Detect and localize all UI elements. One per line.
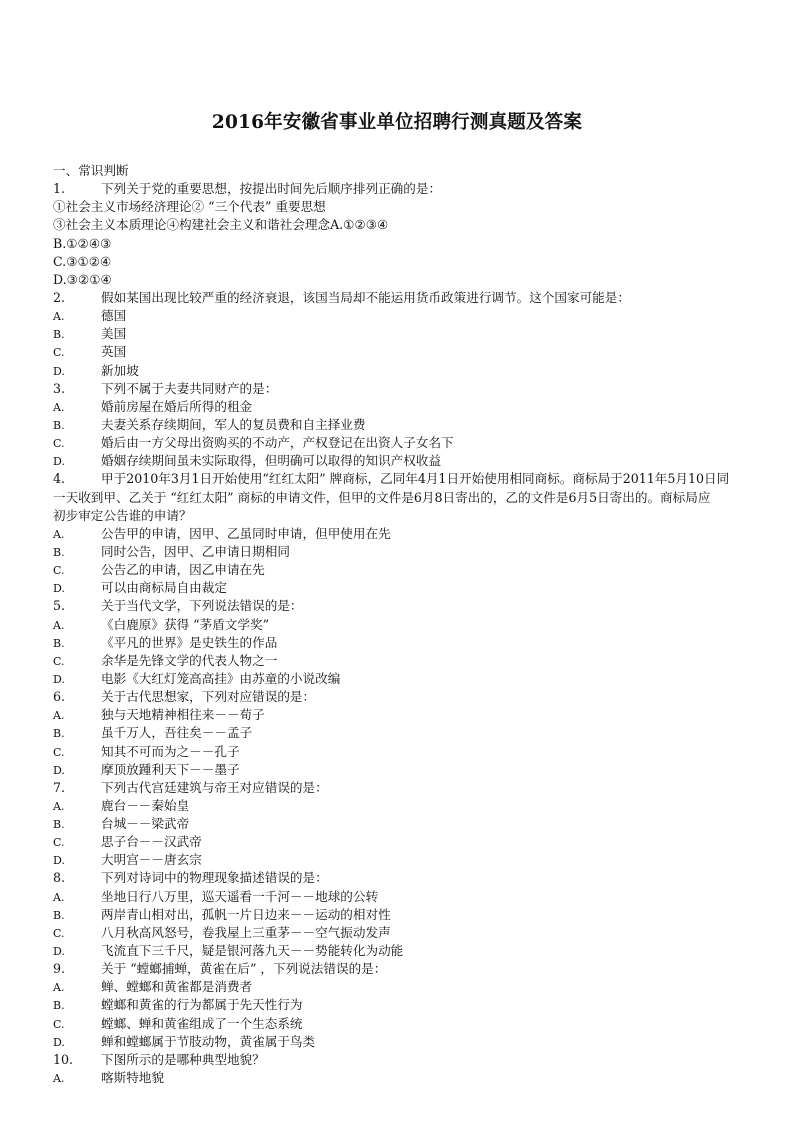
option-line: [53, 906, 785, 924]
option-letter: D.: [53, 854, 65, 868]
option-text: 公告乙的申请，因乙申请在先: [101, 562, 265, 578]
option-letter: A.: [53, 799, 65, 813]
option-line: [53, 761, 785, 779]
option-letter: B.: [53, 328, 65, 342]
option-letter: A.: [53, 890, 65, 904]
option-line: [53, 452, 785, 470]
question-1-line: B.①②④③: [53, 235, 112, 251]
option-text: 蝉、螳螂和黄雀都是消费者: [101, 979, 253, 995]
option-line: [53, 362, 785, 380]
question-stem: 甲于2010年3月1日开始使用“红红太阳” 牌商标，乙同年4月1日开始使用相同商标。商标局于2011年5月10日同: [101, 471, 730, 487]
question-stem: 关于当代文学，下列说法错误的是：: [101, 598, 303, 614]
option-text: 电影《大红灯笼高高挂》由苏童的小说改编: [101, 670, 341, 686]
option-letter: C.: [53, 836, 65, 850]
option-letter: A.: [53, 709, 65, 723]
question-stem: 下列不属于夫妻共同财产的是：: [101, 380, 278, 396]
question-number: 1.: [53, 181, 66, 197]
option-text: 新加坡: [101, 362, 139, 378]
question-number: 7.: [53, 779, 66, 795]
option-text: 同时公告，因甲、乙申请日期相同: [101, 543, 290, 559]
option-line: [53, 942, 785, 960]
option-letter: D.: [53, 672, 65, 686]
question-9-stem-line: [53, 960, 785, 978]
option-text: 知其不可而为之－－孔子: [101, 743, 240, 759]
question-number: 6.: [53, 689, 66, 705]
question-2-stem-line: [53, 289, 785, 307]
option-letter: D.: [53, 1035, 65, 1049]
question-number: 3.: [53, 380, 66, 396]
option-line: [53, 543, 785, 561]
option-line: [53, 978, 785, 996]
question-stem: 关于 “螳螂捕蝉，黄雀在后” ，下列说法错误的是：: [101, 961, 387, 977]
option-letter: A.: [53, 310, 65, 324]
option-line: [53, 851, 785, 869]
option-line: [53, 398, 785, 416]
option-line: [53, 434, 785, 452]
option-text: 《平凡的世界》是史铁生的作品: [101, 634, 278, 650]
question-4-stem-continuation: 一天收到甲、乙关于 “红红太阳” 商标的申请文件，但甲的文件是6月8日寄出的，乙的文件是6月5日寄出的。商标局应: [53, 489, 711, 505]
question-number: 10.: [53, 1051, 74, 1067]
option-text: 台城－－梁武帝: [101, 816, 190, 832]
option-text: 婚姻存续期间虽未实际取得，但明确可以取得的知识产权收益: [101, 453, 442, 469]
question-6-stem-line: [53, 688, 785, 706]
option-text: 飞流直下三千尺，疑是银河落九天－－势能转化为动能: [101, 943, 404, 959]
question-1-line: ①社会主义市场经济理论② “三个代表” 重要思想: [53, 199, 326, 215]
option-text: 两岸青山相对出，孤帆一片日边来－－运动的相对性: [101, 906, 391, 922]
option-letter: B.: [53, 545, 65, 559]
option-text: 《白鹿原》获得 “茅盾文学奖”: [101, 616, 270, 632]
option-line: [53, 579, 785, 597]
option-line: [53, 343, 785, 361]
option-letter: C.: [53, 346, 65, 360]
option-letter: C.: [53, 926, 65, 940]
question-number: 4.: [53, 471, 66, 487]
option-text: 虽千万人，吾往矣－－孟子: [101, 725, 253, 741]
question-3-stem-line: [53, 380, 785, 398]
option-text: 公告甲的申请，因甲、乙虽同时申请，但甲使用在先: [101, 525, 391, 541]
question-stem: 下列对诗词中的物理现象描述错误的是：: [101, 870, 328, 886]
option-text: 婚后由一方父母出资购买的不动产，产权登记在出资人子女名下: [101, 435, 454, 451]
option-line: [53, 670, 785, 688]
question-1-line: ③社会主义本质理论④构建社会主义和谐社会理念A.①②③④: [53, 217, 389, 233]
option-line: [53, 743, 785, 761]
option-line: [53, 561, 785, 579]
option-text: 可以由商标局自由裁定: [101, 580, 227, 596]
option-letter: D.: [53, 945, 65, 959]
option-text: 摩顶放踵利天下－－墨子: [101, 761, 240, 777]
question-8-stem-line: [53, 869, 785, 887]
option-line: [53, 888, 785, 906]
question-1-line: C.③①②④: [53, 253, 112, 269]
option-letter: B.: [53, 908, 65, 922]
question-number: 9.: [53, 961, 66, 977]
option-letter: A.: [53, 527, 65, 541]
option-text: 余华是先锋文学的代表人物之一: [101, 652, 278, 668]
question-stem: 关于古代思想家，下列对应错误的是：: [101, 689, 316, 705]
option-line: [53, 416, 785, 434]
option-line: [53, 616, 785, 634]
option-letter: B.: [53, 418, 65, 432]
option-text: 夫妻关系存续期间，军人的复员费和自主择业费: [101, 416, 366, 432]
option-line: [53, 706, 785, 724]
option-text: 婚前房屋在婚后所得的租金: [101, 398, 253, 414]
option-letter: D.: [53, 364, 65, 378]
option-letter: A.: [53, 400, 65, 414]
option-letter: B.: [53, 818, 65, 832]
option-letter: B.: [53, 727, 65, 741]
option-text: 螳螂和黄雀的行为都属于先天性行为: [101, 997, 303, 1013]
option-text: 鹿台－－秦始皇: [101, 797, 190, 813]
option-line: [53, 1033, 785, 1051]
question-stem: 假如某国出现比较严重的经济衰退，该国当局却不能运用货币政策进行调节。这个国家可能是：: [101, 289, 630, 305]
option-text: 喀斯特地貌: [101, 1070, 164, 1086]
question-5-stem-line: [53, 597, 785, 615]
option-text: 独与天地精神相往来－－荀子: [101, 707, 265, 723]
option-text: 美国: [101, 326, 127, 342]
document-title: 2016年安徽省事业单位招聘行测真题及答案: [211, 112, 583, 133]
option-line: [53, 724, 785, 742]
question-1-line: D.③②①④: [53, 271, 112, 287]
option-letter: D.: [53, 763, 65, 777]
question-stem: 下图所示的是哪种典型地貌？: [101, 1051, 265, 1067]
question-number: 2.: [53, 289, 66, 305]
option-letter: C.: [53, 654, 65, 668]
option-line: [53, 797, 785, 815]
question-stem: 下列古代宫廷建筑与帝王对应错误的是：: [101, 779, 328, 795]
option-letter: C.: [53, 745, 65, 759]
option-line: [53, 634, 785, 652]
question-10-stem-line: [53, 1051, 785, 1069]
question-4-stem-continuation: 初步审定公告谁的申请？: [53, 507, 192, 523]
option-letter: D.: [53, 455, 65, 469]
question-number: 5.: [53, 598, 66, 614]
option-letter: A.: [53, 1072, 65, 1086]
option-text: 坐地日行八万里，巡天遥看一千河－－地球的公转: [101, 888, 379, 904]
document-body: [53, 162, 785, 1087]
option-text: 蝉和螳螂属于节肢动物，黄雀属于鸟类: [101, 1033, 316, 1049]
option-line: [53, 307, 785, 325]
question-stem: 下列关于党的重要思想，按提出时间先后顺序排列正确的是：: [101, 181, 442, 197]
option-letter: B.: [53, 999, 65, 1013]
question-4-stem-line: [53, 470, 785, 488]
option-text: 英国: [101, 344, 127, 360]
option-line: [53, 996, 785, 1014]
question-number: 8.: [53, 870, 66, 886]
option-text: 德国: [101, 308, 127, 324]
option-letter: B.: [53, 636, 65, 650]
option-text: 八月秋高风怒号，卷我屋上三重茅－－空气振动发声: [101, 924, 391, 940]
option-line: [53, 924, 785, 942]
option-line: [53, 1069, 785, 1087]
option-line: [53, 833, 785, 851]
option-line: [53, 815, 785, 833]
option-line: [53, 1015, 785, 1033]
option-line: [53, 325, 785, 343]
option-line: [53, 652, 785, 670]
option-letter: C.: [53, 1017, 65, 1031]
question-1-stem-line: [53, 180, 785, 198]
option-letter: C.: [53, 564, 65, 578]
option-text: 大明宫－－唐玄宗: [101, 852, 202, 868]
option-line: [53, 525, 785, 543]
option-text: 思子台－－汉武帝: [101, 834, 202, 850]
option-letter: C.: [53, 437, 65, 451]
option-letter: D.: [53, 582, 65, 596]
question-7-stem-line: [53, 779, 785, 797]
option-letter: A.: [53, 981, 65, 995]
section-heading: 一、常识判断: [53, 163, 129, 178]
option-text: 螳螂、蝉和黄雀组成了一个生态系统: [101, 1015, 303, 1031]
option-letter: A.: [53, 618, 65, 632]
